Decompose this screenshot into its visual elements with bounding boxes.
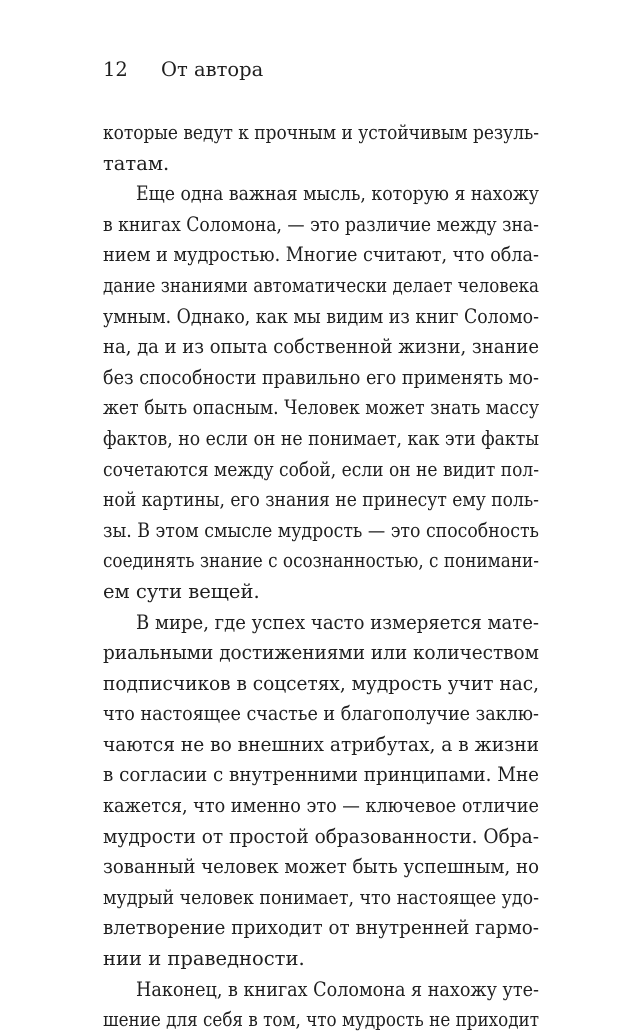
section-title: От автора — [161, 58, 264, 81]
text-line: подписчиков в соцсетях, мудрость учит нас, — [103, 671, 539, 695]
text-line: что настоящее счастье и благополучие заклю- — [103, 702, 539, 726]
text-line: влетворение приходит от внутренней гармо- — [103, 916, 540, 940]
text-line: зы. В этом смысле мудрость — это способность — [103, 518, 539, 542]
text-line: сочетаются между собой, если он не видит пол- — [103, 457, 540, 481]
text-line: В мире, где успех часто измеряется мате- — [136, 610, 539, 634]
body-text — [103, 118, 539, 1036]
text-line: на, да и из опыта собственной жизни, знание — [103, 335, 540, 359]
text-line: жет быть опасным. Человек может знать массу — [103, 396, 539, 420]
text-line: дание знаниями автоматически делает человека — [103, 273, 540, 297]
text-line: чаются не во внешних атрибутах, а в жизни — [103, 732, 539, 756]
text-line: риальными достижениями или количеством — [103, 641, 539, 665]
text-line: которые ведут к прочным и устойчивым резуль- — [103, 121, 539, 144]
text-line: нии и праведности. — [103, 947, 305, 971]
text-line: фактов, но если он не понимает, как эти факты — [103, 426, 539, 450]
text-line: татам. — [103, 151, 170, 175]
text-line: в книгах Соломона, — это различие между зна- — [103, 212, 540, 236]
text-line: зованный человек может быть успешным, но — [103, 855, 540, 879]
text-line: нием и мудростью. Многие считают, что обла- — [103, 243, 539, 267]
text-line: без способности правильно его применять мо- — [103, 365, 539, 389]
text-line: в согласии с внутренними принципами. Мне — [103, 763, 540, 787]
text-line: умным. Однако, как мы видим из книг Соломо- — [103, 304, 539, 328]
text-line: ной картины, его знания не принесут ему поль- — [103, 488, 539, 512]
page-number: 12 — [103, 58, 128, 81]
text-line: мудрости от простой образованности. Обра- — [103, 824, 539, 848]
text-line: шение для себя в том, что мудрость не приходит — [103, 1008, 539, 1032]
text-line: Наконец, в книгах Соломона я нахожу уте- — [136, 977, 539, 1001]
text-line: кажется, что именно это — ключевое отличие — [103, 794, 540, 818]
text-line: Еще одна важная мысль, которую я нахожу — [136, 182, 539, 206]
running-head — [103, 56, 263, 84]
text-line: мудрый человек понимает, что настоящее удо- — [103, 885, 539, 909]
text-line: соединять знание с осознанностью, с понимани- — [103, 549, 539, 573]
text-line: ем сути вещей. — [103, 579, 260, 603]
